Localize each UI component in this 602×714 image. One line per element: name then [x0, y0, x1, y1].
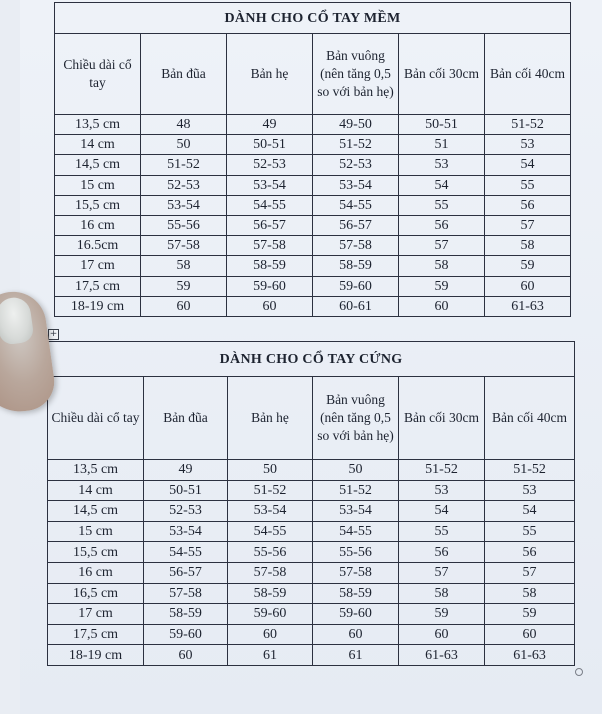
column-header: Bản cối 30cm — [399, 34, 485, 115]
size-cell: 51-52 — [313, 480, 399, 501]
size-cell: 49 — [144, 460, 228, 481]
size-cell: 53 — [399, 480, 485, 501]
size-cell: 52-53 — [227, 155, 313, 175]
wrist-length-cell: 14,5 cm — [48, 501, 144, 522]
table-row — [55, 256, 571, 276]
size-cell: 55 — [485, 175, 571, 195]
move-handle-icon[interactable]: + — [49, 329, 58, 339]
column-header: Chiều dài cổ tay — [48, 377, 144, 460]
size-cell: 54-55 — [313, 195, 399, 215]
size-cell: 58-59 — [313, 583, 399, 604]
size-cell: 50-51 — [227, 135, 313, 155]
column-header: Bản cối 40cm — [485, 377, 575, 460]
table-title-row — [48, 342, 575, 377]
table-row — [48, 604, 575, 625]
size-cell: 53 — [399, 155, 485, 175]
table-row — [48, 624, 575, 645]
size-cell: 52-53 — [141, 175, 227, 195]
size-cell: 49-50 — [313, 115, 399, 135]
size-cell: 57-58 — [313, 236, 399, 256]
table-row — [48, 480, 575, 501]
size-cell: 53-54 — [313, 175, 399, 195]
table-row — [55, 215, 571, 235]
size-cell: 51-52 — [141, 155, 227, 175]
size-cell: 54 — [399, 175, 485, 195]
table-title-row — [55, 3, 571, 34]
table-row — [55, 195, 571, 215]
size-cell: 57-58 — [144, 583, 228, 604]
size-cell: 52-53 — [313, 155, 399, 175]
size-cell: 57 — [399, 562, 485, 583]
size-cell: 55 — [485, 521, 575, 542]
wrist-length-cell: 15 cm — [55, 175, 141, 195]
size-cell: 61-63 — [485, 645, 575, 666]
wrist-length-cell: 15,5 cm — [55, 195, 141, 215]
size-cell: 57-58 — [228, 562, 313, 583]
column-header: Bản vuông (nên tăng 0,5 so với bản hẹ) — [313, 377, 399, 460]
size-cell: 60 — [227, 296, 313, 316]
size-cell: 50-51 — [399, 115, 485, 135]
size-cell: 60 — [228, 624, 313, 645]
size-cell: 59-60 — [227, 276, 313, 296]
size-cell: 53-54 — [144, 521, 228, 542]
wrist-length-cell: 17 cm — [55, 256, 141, 276]
size-cell: 59-60 — [144, 624, 228, 645]
size-cell: 56 — [485, 542, 575, 563]
size-cell: 57 — [485, 215, 571, 235]
wrist-length-cell: 14 cm — [48, 480, 144, 501]
size-cell: 49 — [227, 115, 313, 135]
column-header: Bản cối 40cm — [485, 34, 571, 115]
size-cell: 56-57 — [144, 562, 228, 583]
size-cell: 59 — [399, 604, 485, 625]
size-cell: 51-52 — [399, 460, 485, 481]
size-cell: 53-54 — [313, 501, 399, 522]
size-cell: 58 — [141, 256, 227, 276]
soft-wrist-size-table — [54, 2, 571, 317]
table-row — [55, 296, 571, 316]
size-cell: 59-60 — [228, 604, 313, 625]
size-cell: 56-57 — [227, 215, 313, 235]
size-cell: 53-54 — [228, 501, 313, 522]
size-cell: 55 — [399, 195, 485, 215]
table-title: DÀNH CHO CỔ TAY MỀM — [55, 3, 571, 34]
table-row — [48, 501, 575, 522]
size-cell: 54-55 — [227, 195, 313, 215]
size-cell: 60 — [141, 296, 227, 316]
column-header: Bản vuông (nên tăng 0,5 so với bản hẹ) — [313, 34, 399, 115]
table-row — [55, 236, 571, 256]
size-cell: 54 — [485, 155, 571, 175]
size-cell: 51-52 — [228, 480, 313, 501]
size-cell: 60-61 — [313, 296, 399, 316]
table-row — [48, 645, 575, 666]
size-cell: 57-58 — [141, 236, 227, 256]
size-cell: 53-54 — [141, 195, 227, 215]
size-cell: 56 — [485, 195, 571, 215]
size-cell: 57-58 — [227, 236, 313, 256]
fingernail — [0, 295, 35, 345]
size-cell: 55 — [399, 521, 485, 542]
size-cell: 56 — [399, 215, 485, 235]
size-cell: 59 — [485, 256, 571, 276]
column-header: Bản cối 30cm — [399, 377, 485, 460]
wrist-length-cell: 17 cm — [48, 604, 144, 625]
size-cell: 50-51 — [144, 480, 228, 501]
column-header: Bản hẹ — [227, 34, 313, 115]
table-header-row — [48, 377, 575, 460]
size-cell: 59-60 — [313, 604, 399, 625]
table-row — [48, 460, 575, 481]
size-cell: 58-59 — [228, 583, 313, 604]
size-cell: 60 — [399, 296, 485, 316]
size-cell: 54-55 — [228, 521, 313, 542]
table-row — [55, 135, 571, 155]
size-cell: 50 — [228, 460, 313, 481]
size-cell: 54 — [485, 501, 575, 522]
wrist-length-cell: 13,5 cm — [55, 115, 141, 135]
size-cell: 60 — [144, 645, 228, 666]
size-cell: 61-63 — [485, 296, 571, 316]
wrist-length-cell: 14,5 cm — [55, 155, 141, 175]
firm-wrist-size-table — [47, 341, 575, 666]
size-cell: 58-59 — [313, 256, 399, 276]
size-cell: 56 — [399, 542, 485, 563]
page-mark-dot — [575, 668, 583, 676]
size-cell: 57-58 — [313, 562, 399, 583]
size-cell: 58 — [485, 583, 575, 604]
wrist-length-cell: 14 cm — [55, 135, 141, 155]
size-cell: 60 — [399, 624, 485, 645]
column-header: Bản đũa — [141, 34, 227, 115]
wrist-length-cell: 16,5 cm — [48, 583, 144, 604]
table-row — [55, 276, 571, 296]
size-cell: 56-57 — [313, 215, 399, 235]
column-header: Bản hẹ — [228, 377, 313, 460]
wrist-length-cell: 13,5 cm — [48, 460, 144, 481]
size-cell: 53 — [485, 135, 571, 155]
table-row — [48, 521, 575, 542]
size-cell: 58-59 — [227, 256, 313, 276]
wrist-length-cell: 15 cm — [48, 521, 144, 542]
wrist-length-cell: 16 cm — [55, 215, 141, 235]
size-cell: 51-52 — [313, 135, 399, 155]
column-header: Chiều dài cổ tay — [55, 34, 141, 115]
size-cell: 50 — [313, 460, 399, 481]
size-cell: 55-56 — [141, 215, 227, 235]
size-cell: 58 — [399, 583, 485, 604]
wrist-length-cell: 18-19 cm — [48, 645, 144, 666]
size-cell: 55-56 — [313, 542, 399, 563]
size-cell: 54 — [399, 501, 485, 522]
size-cell: 58 — [485, 236, 571, 256]
table-title: DÀNH CHO CỔ TAY CỨNG — [48, 342, 575, 377]
size-cell: 51-52 — [485, 115, 571, 135]
size-cell: 48 — [141, 115, 227, 135]
table-row — [55, 175, 571, 195]
size-cell: 59 — [485, 604, 575, 625]
table-row — [48, 583, 575, 604]
size-cell: 60 — [485, 624, 575, 645]
table-row — [55, 115, 571, 135]
size-cell: 57 — [485, 562, 575, 583]
wrist-length-cell: 15,5 cm — [48, 542, 144, 563]
size-cell: 50 — [141, 135, 227, 155]
size-cell: 53 — [485, 480, 575, 501]
size-cell: 60 — [485, 276, 571, 296]
table-row — [48, 562, 575, 583]
size-cell: 51-52 — [485, 460, 575, 481]
table-row — [48, 542, 575, 563]
column-header: Bản đũa — [144, 377, 228, 460]
wrist-length-cell: 18-19 cm — [55, 296, 141, 316]
wrist-length-cell: 17,5 cm — [48, 624, 144, 645]
table-header-row — [55, 34, 571, 115]
size-cell: 51 — [399, 135, 485, 155]
size-cell: 61-63 — [399, 645, 485, 666]
size-cell: 59 — [399, 276, 485, 296]
size-cell: 55-56 — [228, 542, 313, 563]
size-cell: 53-54 — [227, 175, 313, 195]
size-cell: 59 — [141, 276, 227, 296]
wrist-length-cell: 16.5cm — [55, 236, 141, 256]
size-cell: 58 — [399, 256, 485, 276]
size-cell: 61 — [313, 645, 399, 666]
size-cell: 52-53 — [144, 501, 228, 522]
size-cell: 54-55 — [313, 521, 399, 542]
size-cell: 59-60 — [313, 276, 399, 296]
size-cell: 61 — [228, 645, 313, 666]
size-cell: 54-55 — [144, 542, 228, 563]
wrist-length-cell: 16 cm — [48, 562, 144, 583]
size-cell: 58-59 — [144, 604, 228, 625]
size-cell: 57 — [399, 236, 485, 256]
wrist-length-cell: 17,5 cm — [55, 276, 141, 296]
size-cell: 60 — [313, 624, 399, 645]
table-row — [55, 155, 571, 175]
